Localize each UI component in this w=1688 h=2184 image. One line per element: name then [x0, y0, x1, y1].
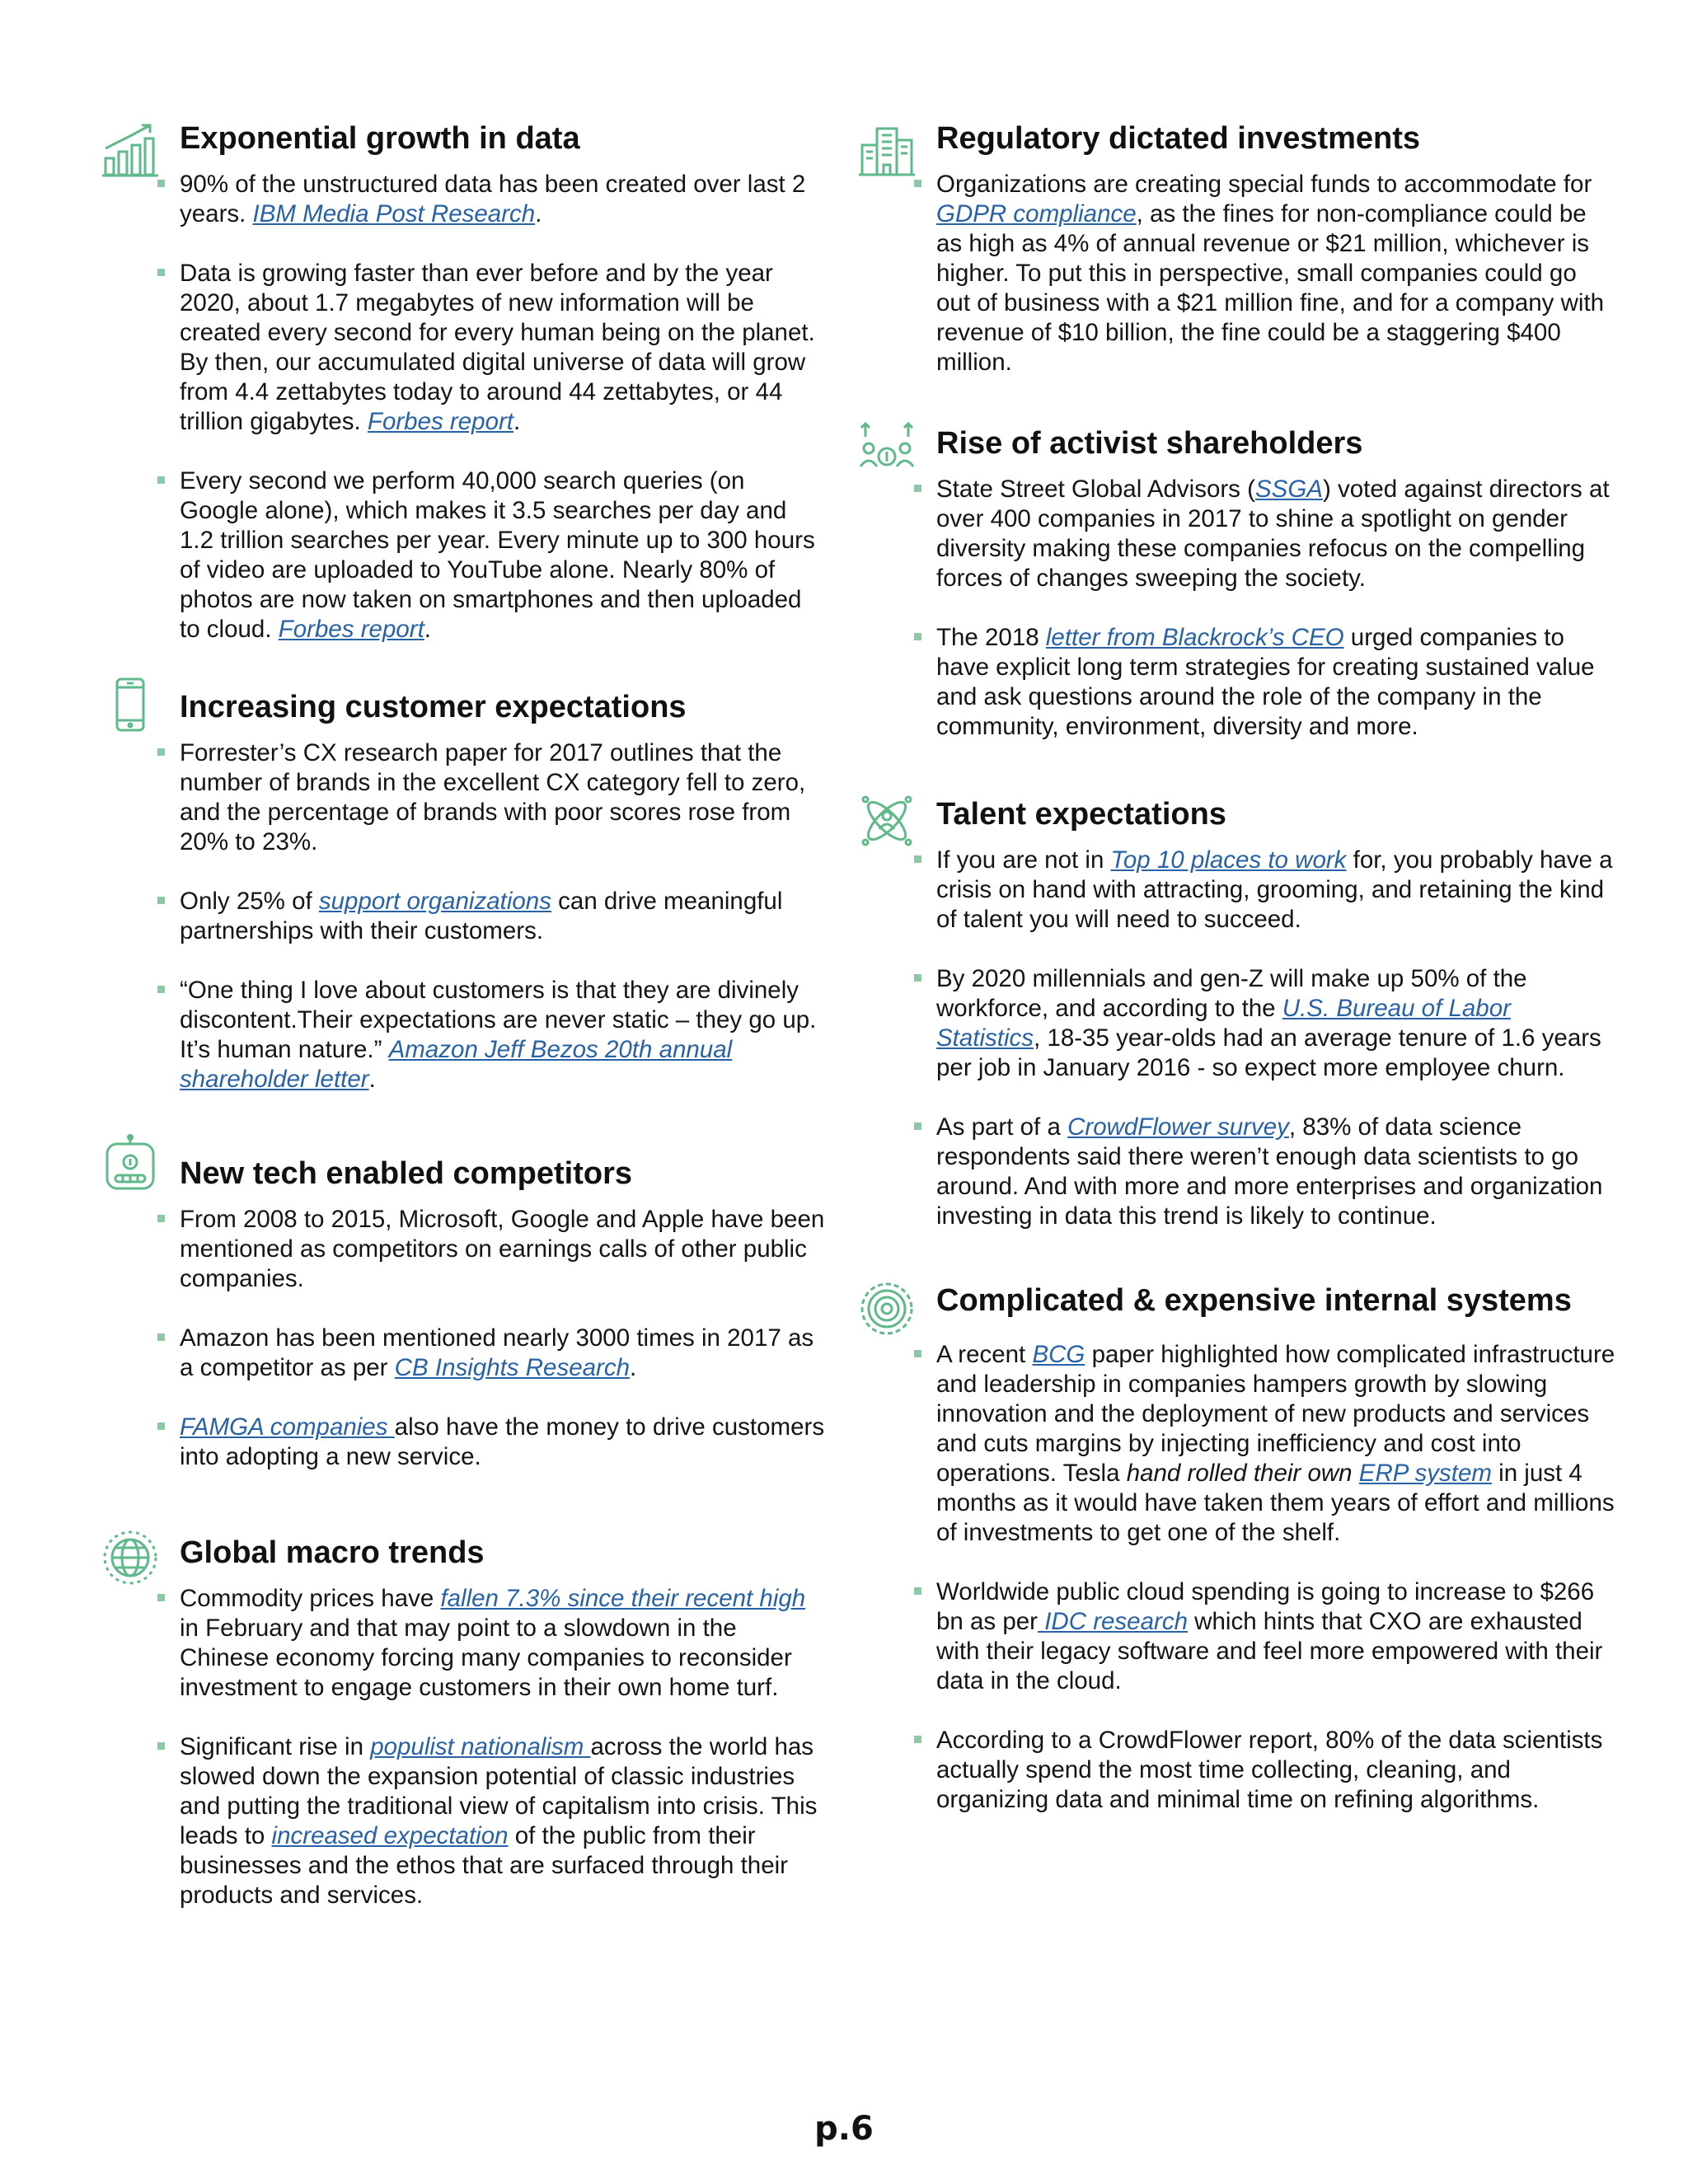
bullet-text: “One thing I love about customers is that they are divinely discontent.Their expectations are never static – they go up. It’s human nature.”: [180, 977, 817, 1063]
buildings-icon: [857, 120, 917, 180]
bullet-text: .: [424, 616, 431, 643]
bullet-item: [180, 1584, 826, 1703]
section-talent: [857, 794, 1615, 1231]
bullet-text: From 2008 to 2015, Microsoft, Google and Apple have been mentioned as competitors on earnings calls of other public companies.: [180, 1206, 825, 1292]
bullet-text: ) voted against directors at over 400 companies in 2017 to shine a spotlight on gender diversity making these companies refocus on the compelling forces of changes sweeping the society.: [936, 476, 1610, 592]
bullet-text: paper highlighted how complicated infrastructure and leadership in companies hampers growth by slowing innovation and the deployment of new products and services and cuts margins by injecting inefficiency and cost into operations. Tesla: [936, 1341, 1615, 1487]
bezos-letter-link[interactable]: Amazon Jeff Bezos 20th annual shareholder letter: [180, 1036, 733, 1093]
crowdflower-survey-link[interactable]: CrowdFlower survey: [1067, 1113, 1289, 1141]
section-regulatory: [857, 119, 1615, 377]
bullet-text: , 18-35 year-olds had an average tenure of 1.6 years per job in January 2016 - so expect more employee churn.: [936, 1024, 1601, 1081]
bullet-item: [936, 170, 1615, 377]
section-customer-expectations: [101, 687, 826, 1094]
bullet-item: [180, 1205, 826, 1294]
talent-network-icon: [857, 791, 917, 851]
support-organizations-link[interactable]: support organizations: [318, 888, 551, 915]
bullet-item: [936, 1340, 1615, 1548]
bullet-text: 90% of the unstructured data has been created over last 2 years.: [180, 171, 806, 227]
smartphone-icon: [101, 676, 160, 735]
bullet-text: Only 25% of: [180, 888, 319, 915]
bullet-text: urged companies to have explicit long term strategies for creating sustained value and ask questions around the role of the company in the community, environment, diversity and more.: [936, 624, 1595, 740]
bullet-text: Organizations are creating special funds to accommodate for: [936, 171, 1592, 198]
bullet-item: [936, 846, 1615, 935]
target-rings-icon: [857, 1279, 917, 1338]
section-tech-competitors: [101, 1154, 826, 1472]
bullet-list: [180, 1584, 826, 1910]
italic-text: hand rolled their own: [1126, 1460, 1353, 1487]
section-exponential-growth: [101, 119, 826, 644]
left-column: [101, 107, 826, 1910]
bullet-item: [180, 1324, 826, 1383]
bullet-text: Amazon has been mentioned nearly 3000 times in 2017 as a competitor as per: [180, 1324, 814, 1381]
section-title: Rise of activist shareholders: [936, 426, 1363, 461]
bullet-item: [180, 466, 826, 644]
bullet-list: [180, 170, 826, 644]
bullet-item: [180, 259, 826, 437]
increased-expectation-link[interactable]: increased expectation: [271, 1822, 509, 1849]
bullet-text: State Street Global Advisors (: [936, 476, 1255, 503]
bullet-item: [180, 887, 826, 946]
bullet-text: If you are not in: [936, 846, 1111, 874]
bullet-item: [936, 1726, 1615, 1815]
bullet-text: .: [513, 408, 521, 435]
bullet-text: According to a CrowdFlower report, 80% of the data scientists actually spend the most time collecting, cleaning, and organizing data and minimal time on refining algorithms.: [936, 1727, 1603, 1813]
bullet-item: [936, 1113, 1615, 1231]
bullet-text: Significant rise in: [180, 1733, 371, 1760]
section-title: Global macro trends: [180, 1535, 485, 1570]
cb-insights-link[interactable]: CB Insights Research: [394, 1354, 631, 1381]
bullet-text: By 2020 millennials and gen-Z will make up 50% of the workforce, and according to the: [936, 965, 1527, 1022]
forbes-report-link[interactable]: Forbes report: [278, 616, 424, 643]
section-title: Increasing customer expectations: [180, 690, 687, 724]
blackrock-letter-link[interactable]: letter from Blackrock’s CEO: [1045, 624, 1344, 651]
bullet-text: for, you probably have a crisis on hand with attracting, grooming, and retaining the kind of talent you will need to succeed.: [936, 846, 1613, 933]
shareholders-icon: [857, 420, 917, 480]
section-title: New tech enabled competitors: [180, 1156, 633, 1191]
bullet-text: Data is growing faster than ever before and by the year 2020, about 1.7 megabytes of new information will be created every second for every human being on the planet. By then, our accumulated digital universe of data will grow from 4.4 zettabytes today to around 44 zettabytes, or 44 trillion gigabytes.: [180, 260, 815, 435]
erp-system-link[interactable]: ERP system: [1358, 1460, 1492, 1487]
bullet-list: [936, 475, 1615, 742]
globe-icon: [101, 1528, 160, 1587]
gdpr-compliance-link[interactable]: GDPR compliance: [936, 200, 1137, 227]
section-title: Exponential growth in data: [180, 121, 580, 156]
bullet-item: [180, 1732, 826, 1910]
commodity-prices-link[interactable]: fallen 7.3% since their recent high: [440, 1585, 806, 1612]
growth-chart-icon: [101, 120, 160, 180]
bls-link[interactable]: U.S. Bureau of Labor Statistics: [936, 995, 1511, 1052]
bcg-link[interactable]: BCG: [1032, 1341, 1085, 1368]
bullet-item: [180, 1413, 826, 1472]
bullet-text: across the world has slowed down the expansion potential of classic industries and putting the traditional view of capitalism into crisis. This leads to: [180, 1733, 818, 1849]
bullet-text: , 83% of data science respondents said there weren’t enough data scientists to go around. And with more and more enterprises and organization investing in data this trend is likely to continue.: [936, 1113, 1603, 1230]
robot-icon: [101, 1134, 160, 1193]
bullet-text: .: [535, 200, 542, 227]
bullet-text: Commodity prices have: [180, 1585, 441, 1612]
section-title: Talent expectations: [936, 797, 1226, 832]
bullet-text: in February and that may point to a slowdown in the Chinese economy forcing many companies to reconsider investment to engage customers in their own home turf.: [180, 1615, 792, 1701]
famga-companies-link[interactable]: FAMGA companies: [180, 1413, 395, 1441]
section-internal-systems: [857, 1281, 1615, 1815]
bullet-text: , as the fines for non-compliance could be as high as 4% of annual revenue or $21 million, whichever is higher. To put this in perspective, small companies could go out of business with a $21 million fine, and for a company with revenue of $10 billion, the fine could be a staggering $400 million.: [936, 200, 1605, 376]
ibm-research-link[interactable]: IBM Media Post Research: [252, 200, 536, 227]
bullet-text: [1353, 1460, 1359, 1487]
bullet-text: .: [630, 1354, 637, 1381]
section-macro-trends: [101, 1533, 826, 1910]
section-activist-shareholders: [857, 424, 1615, 742]
bullet-text: A recent: [936, 1341, 1033, 1368]
bullet-text: Forrester’s CX research paper for 2017 outlines that the number of brands in the excellent CX category fell to zero, and the percentage of brands with poor scores rose from 20% to 23%.: [180, 739, 806, 855]
bullet-text: As part of a: [936, 1113, 1068, 1141]
section-title: Regulatory dictated investments: [936, 121, 1421, 156]
bullet-text: .: [368, 1066, 376, 1093]
bullet-list: [180, 1205, 826, 1472]
ssga-link[interactable]: SSGA: [1254, 476, 1323, 503]
bullet-text: can drive meaningful partnerships with their customers.: [180, 888, 783, 944]
bullet-text: Every second we perform 40,000 search queries (on Google alone), which makes it 3.5 searches per day and 1.2 trillion searches per year. Every minute up to 300 hours of video are uploaded to YouTube alone. Nearly 80% of photos are now taken on smartphones and then uploaded to cloud.: [180, 467, 815, 643]
section-title: Complicated & expensive internal systems: [936, 1283, 1572, 1318]
bullet-item: [936, 1577, 1615, 1696]
bullet-item: [936, 475, 1615, 593]
right-column: [857, 107, 1615, 1815]
page-number: p.6: [814, 2110, 874, 2148]
bullet-text: Worldwide public cloud spending is going to increase to $266 bn as per: [936, 1578, 1595, 1635]
forbes-report-link[interactable]: Forbes report: [367, 408, 513, 435]
top-places-to-work-link[interactable]: Top 10 places to work: [1110, 846, 1347, 874]
bullet-item: [936, 623, 1615, 742]
bullet-text: which hints that CXO are exhausted with their legacy software and feel more empowered with their data in the cloud.: [936, 1608, 1603, 1694]
bullet-item: [180, 170, 826, 229]
bullet-text: also have the money to drive customers into adopting a new service.: [180, 1413, 825, 1470]
bullet-list: [936, 1340, 1615, 1815]
populist-nationalism-link[interactable]: populist nationalism: [370, 1733, 591, 1760]
bullet-item: [936, 964, 1615, 1083]
bullet-item: [180, 738, 826, 857]
bullet-item: [180, 976, 826, 1094]
bullet-list: [936, 846, 1615, 1231]
bullet-text: of the public from their businesses and the ethos that are surfaced through their products and services.: [180, 1822, 788, 1909]
bullet-text: in just 4 months as it would have taken them years of effort and millions of investments to get one of the shelf.: [936, 1460, 1615, 1546]
bullet-list: [936, 170, 1615, 377]
bullet-list: [180, 738, 826, 1094]
idc-research-link[interactable]: IDC research: [1038, 1608, 1188, 1635]
bullet-text: The 2018: [936, 624, 1046, 651]
